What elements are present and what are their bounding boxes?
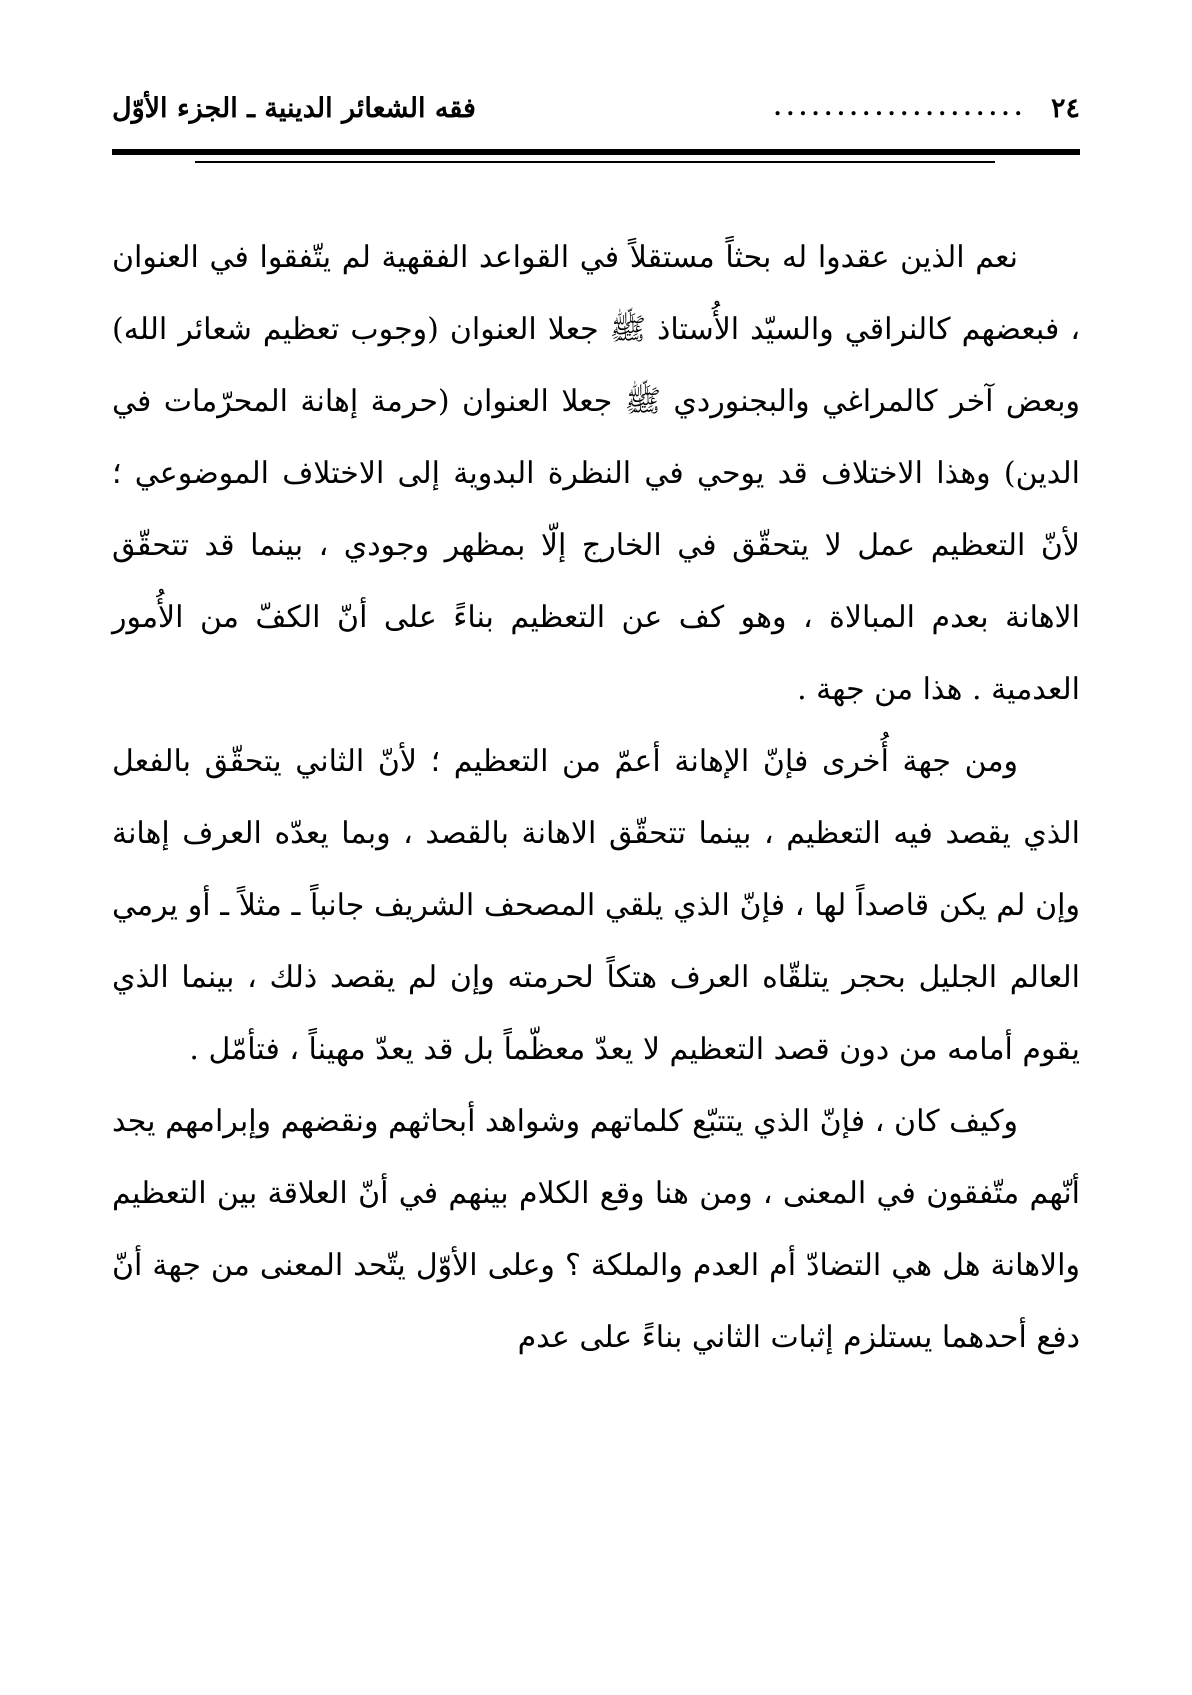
- header-rule-thin: [195, 161, 995, 163]
- page-number: ٢٤: [1050, 92, 1080, 124]
- body-text: [112, 222, 1080, 1374]
- book-title: فقه الشعائر الدينية ـ الجزء الأوّل: [112, 92, 476, 124]
- paragraph: وكيف كان ، فإنّ الذي يتتبّع كلماتهم وشواهد أبحاثهم ونقضهم وإبرامهم يجد أنّهم متّفقون في المعنى ، ومن هنا وقع الكلام بينهم في أنّ العلاقة بين التعظيم والاهانة هل هي التضادّ أم العدم والملكة ؟ وعلى الأوّل يتّحد المعنى من جهة أنّ دفع أحدهما يستلزم إثبات الثاني بناءً على عدم: [112, 1104, 1081, 1355]
- header-rule-thick: [112, 149, 1080, 155]
- dot-leader: ....................: [773, 95, 1027, 121]
- paragraph: ومن جهة أُخرى فإنّ الإهانة أعمّ من التعظيم ؛ لأنّ الثاني يتحقّق بالفعل الذي يقصد فيه التعظيم ، بينما تتحقّق الاهانة بالقصد ، وبما يعدّه العرف إهانة وإن لم يكن قاصداً لها ، فإنّ الذي يلقي المصحف الشريف جانباً ـ مثلاً ـ أو يرمي العالم الجليل بحجر يتلقّاه العرف هتكاً لحرمته وإن لم يقصد ذلك ، بينما الذي يقوم أمامه من دون قصد التعظيم لا يعدّ معظّماً بل قد يعدّ مهيناً ، فتأمّل .: [112, 744, 1080, 1067]
- paragraph: نعم الذين عقدوا له بحثاً مستقلاً في القواعد الفقهية لم يتّفقوا في العنوان ، فبعضهم كالنراقي والسيّد الأُستاذ ﷺ جعلا العنوان (وجوب تعظيم شعائر الله) وبعض آخر كالمراغي والبجنوردي ﷺ جعلا العنوان (حرمة إهانة المحرّمات في الدين) وهذا الاختلاف قد يوحي في النظرة البدوية إلى الاختلاف الموضوعي ؛ لأنّ التعظيم عمل لا يتحقّق في الخارج إلّا بمظهر وجودي ، بينما قد تتحقّق الاهانة بعدم المبالاة ، وهو كف عن التعظيم بناءً على أنّ الكفّ من الأُمور العدمية . هذا من جهة .: [112, 240, 1081, 707]
- running-header: [112, 84, 1080, 132]
